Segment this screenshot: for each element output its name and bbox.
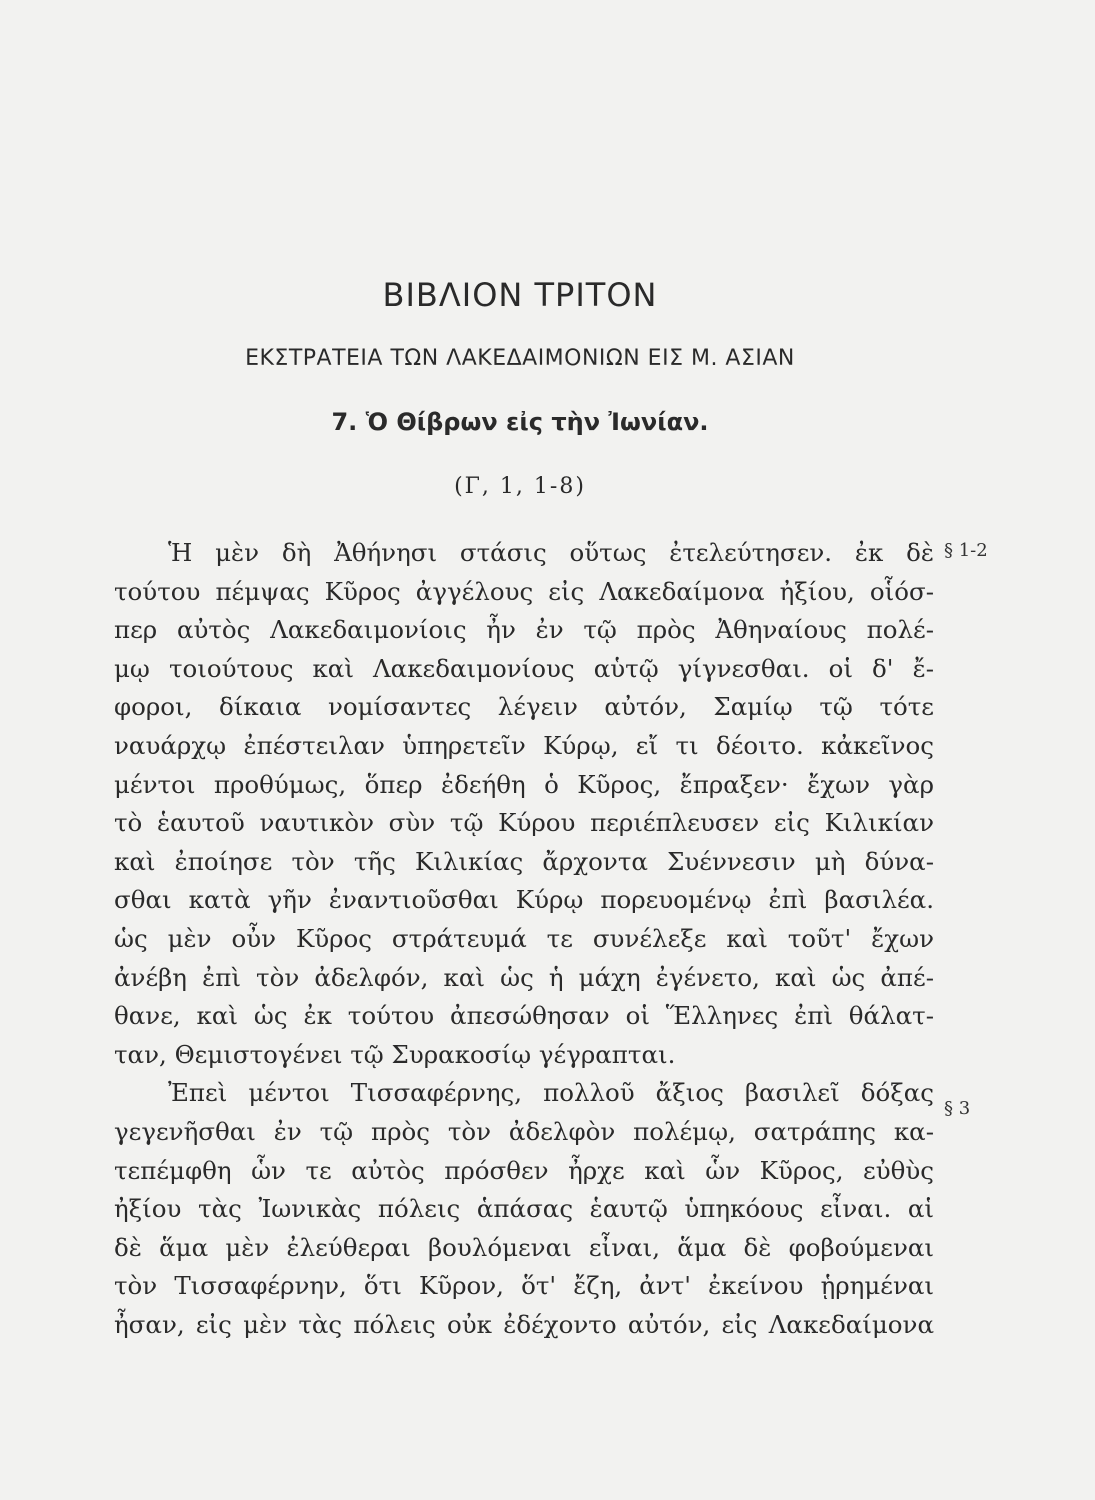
text-line: ταν, Θεμιστογένει τῷ Συρακοσίῳ γέγραπται. xyxy=(114,1039,676,1069)
margin-section-marker: § 3 xyxy=(944,1098,971,1119)
text-line: ἦσαν, εἰς μὲν τὰς πόλεις οὐκ ἐδέχοντο αὐτόν, εἰς Λακεδαίμονα xyxy=(114,1309,934,1339)
book-title: ΒΙΒΛΙΟΝ ΤΡΙΤΟΝ xyxy=(382,276,658,314)
text-line: τούτου πέμψας Κῦρος ἀγγέλους εἰς Λακεδαίμονα ἠξίου, οἷόσ- xyxy=(114,576,934,606)
text-line: σθαι κατὰ γῆν ἐναντιοῦσθαι Κύρῳ πορευομένῳ ἐπὶ βασιλέα. xyxy=(114,885,934,915)
chapter-title: 7. Ὁ Θίβρων εἰς τὴν Ἰωνίαν. xyxy=(331,408,709,436)
text-line: ὡς μὲν οὖν Κῦρος στράτευμά τε συνέλεξε καὶ τοῦτ' ἔχων xyxy=(114,923,934,953)
text-line: περ αὐτὸς Λακεδαιμονίοις ἦν ἐν τῷ πρὸς Ἀθηναίους πολέ- xyxy=(114,615,934,645)
source-reference: (Γ, 1, 1-8) xyxy=(454,474,586,499)
text-line: μῳ τοιούτους καὶ Λακεδαιμονίους αὑτῷ γίγνεσθαι. οἱ δ' ἔ- xyxy=(114,653,934,683)
section-title: ΕΚΣΤΡΑΤΕΙΑ ΤΩΝ ΛΑΚΕΔΑΙΜΟΝΙΩΝ ΕΙΣ Μ. ΑΣΙΑΝ xyxy=(245,346,795,371)
text-line: τεπέμφθη ὧν τε αὐτὸς πρόσθεν ἦρχε καὶ ὧν Κῦρος, εὐθὺς xyxy=(114,1155,934,1185)
text-line: Ἐπεὶ μέντοι Τισσαφέρνης, πολλοῦ ἄξιος βασιλεῖ δόξας xyxy=(168,1078,934,1108)
text-line: δὲ ἅμα μὲν ἐλεύθεραι βουλόμεναι εἶναι, ἅμα δὲ φοβούμεναι xyxy=(114,1232,934,1262)
text-line: ἀνέβη ἐπὶ τὸν ἀδελφόν, καὶ ὡς ἡ μάχη ἐγένετο, καὶ ὡς ἀπέ- xyxy=(114,962,934,992)
text-line: Ἡ μὲν δὴ Ἀθήνησι στάσις οὕτως ἐτελεύτησεν. ἐκ δὲ xyxy=(168,538,934,567)
margin-section-marker: § 1-2 xyxy=(944,540,988,561)
text-line: καὶ ἐποίησε τὸν τῆς Κιλικίας ἄρχοντα Συέννεσιν μὴ δύνα- xyxy=(114,846,934,876)
text-line: φοροι, δίκαια νομίσαντες λέγειν αὐτόν, Σαμίῳ τῷ τότε xyxy=(114,692,934,722)
text-line: γεγενῆσθαι ἐν τῷ πρὸς τὸν ἀδελφὸν πολέμῳ, σατράπης κα- xyxy=(114,1116,934,1146)
text-line: ναυάρχῳ ἐπέστειλαν ὑπηρετεῖν Κύρῳ, εἴ τι δέοιτο. κἀκεῖνος xyxy=(114,730,934,760)
text-line: ἠξίου τὰς Ἰωνικὰς πόλεις ἁπάσας ἑαυτῷ ὑπηκόους εἶναι. αἱ xyxy=(114,1194,934,1224)
text-line: μέντοι προθύμως, ὅπερ ἐδεήθη ὁ Κῦρος, ἔπραξεν· ἔχων γὰρ xyxy=(114,769,934,799)
text-line: τὸν Τισσαφέρνην, ὅτι Κῦρον, ὅτ' ἔζη, ἀντ' ἐκείνου ᾑρημέναι xyxy=(114,1271,934,1301)
text-line: θανε, καὶ ὡς ἐκ τούτου ἀπεσώθησαν οἱ Ἕλληνες ἐπὶ θάλατ- xyxy=(114,1001,934,1031)
text-line: τὸ ἑαυτοῦ ναυτικὸν σὺν τῷ Κύρου περιέπλευσεν εἰς Κιλικίαν xyxy=(114,808,934,838)
body-text xyxy=(114,534,934,1344)
